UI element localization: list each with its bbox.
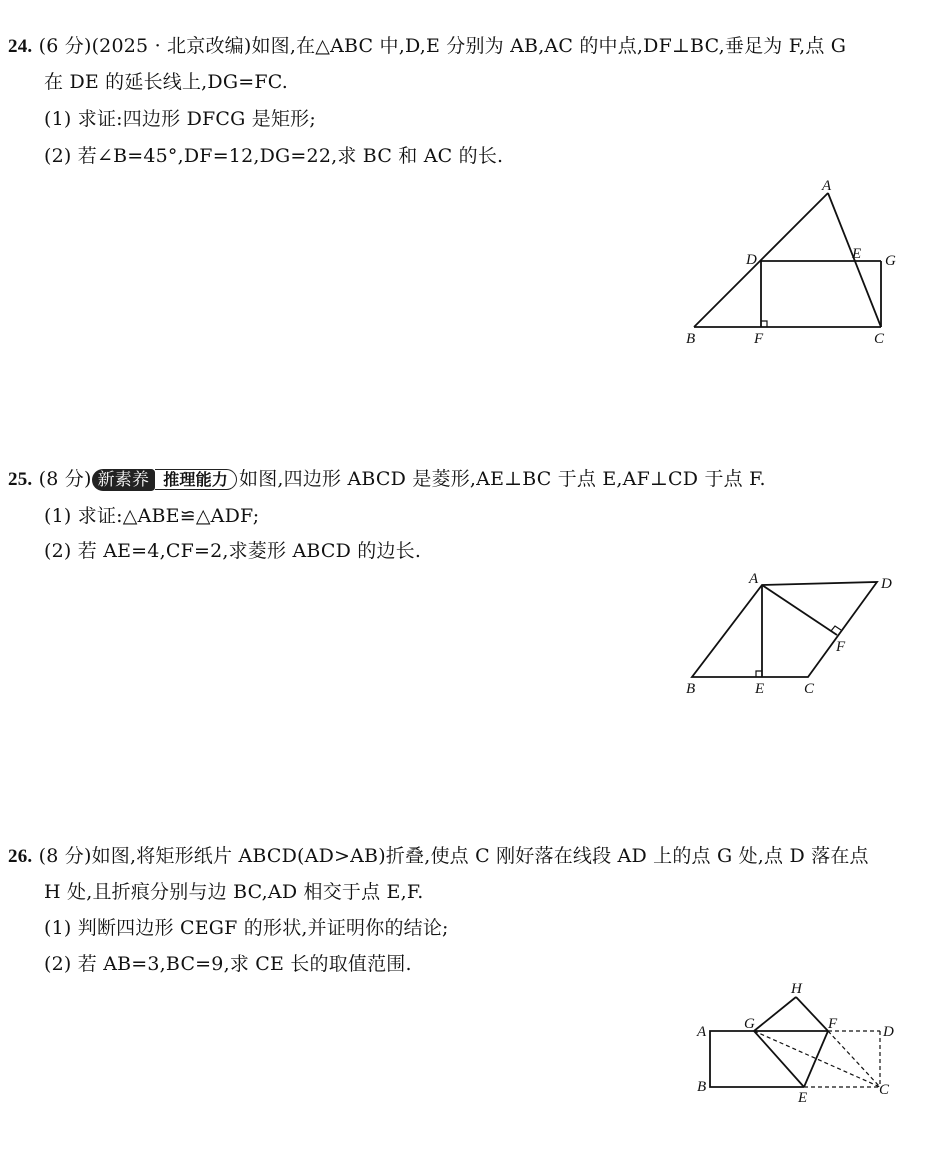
label-d: D — [881, 576, 892, 592]
problem-26-question-1: (1) 判断四边形 CEGF 的形状,并证明你的结论; — [44, 917, 449, 939]
rectangle-left-part — [710, 1031, 804, 1087]
label-e: E — [852, 246, 862, 262]
label-d: D — [883, 1024, 894, 1040]
problem-25-question-1: (1) 求证:△ABE≌△ADF; — [44, 505, 260, 527]
label-h: H — [791, 981, 802, 997]
problem-26-figure — [690, 978, 905, 1108]
problem-25-number: 25. — [8, 469, 33, 490]
label-b: B — [686, 331, 696, 347]
problem-26-stem-2: H 处,且折痕分别与边 BC,AD 相交于点 E,F. — [44, 881, 424, 903]
label-c: C — [879, 1082, 890, 1098]
label-a: A — [697, 1024, 707, 1040]
label-d: D — [746, 252, 757, 268]
problem-24-number: 24. — [8, 36, 33, 57]
problem-24-stem-1: (6 分)(2025 · 北京改编)如图,在△ABC 中,D,E 分别为 AB,AC 的中点,DF⊥BC,垂足为 F,点 G — [38, 35, 847, 57]
problem-25-line1 — [8, 466, 766, 493]
label-e: E — [798, 1090, 808, 1106]
label-f: F — [754, 331, 764, 347]
problem-24-line1 — [8, 33, 846, 60]
label-a: A — [822, 178, 832, 194]
problem-26-question-2: (2) 若 AB=3,BC=9,求 CE 长的取值范围. — [44, 953, 412, 975]
problem-25-question-2: (2) 若 AE=4,CF=2,求菱形 ABCD 的边长. — [44, 540, 422, 562]
label-e: E — [755, 681, 765, 697]
rhombus-abcd — [692, 582, 877, 677]
label-c: C — [874, 331, 885, 347]
label-b: B — [686, 681, 696, 697]
new-literacy-tag: 新素养 — [92, 469, 156, 491]
segment-gc-dashed — [754, 1031, 880, 1087]
problem-25-score: (8 分) — [38, 468, 92, 490]
label-c: C — [804, 681, 815, 697]
segment-hf — [796, 997, 828, 1031]
problem-24-question-1: (1) 求证:四边形 DFCG 是矩形; — [44, 108, 316, 130]
label-g: G — [885, 253, 896, 269]
label-g: G — [744, 1016, 755, 1032]
segment-af — [762, 585, 837, 635]
problem-26-number: 26. — [8, 846, 33, 867]
segment-ge — [754, 1031, 804, 1087]
problem-25-figure — [680, 568, 910, 698]
label-a: A — [749, 571, 759, 587]
problem-25-stem: 如图,四边形 ABCD 是菱形,AE⊥BC 于点 E,AF⊥CD 于点 F. — [239, 468, 766, 490]
segment-fc-dashed — [828, 1031, 880, 1087]
label-f: F — [836, 639, 846, 655]
problem-24-question-2: (2) 若∠B=45°,DF=12,DG=22,求 BC 和 AC 的长. — [44, 145, 504, 167]
problem-26-stem-1: (8 分)如图,将矩形纸片 ABCD(AD>AB)折叠,使点 C 刚好落在线段 AD 上的点 G 处,点 D 落在点 — [38, 845, 869, 867]
label-f: F — [828, 1016, 838, 1032]
label-b: B — [697, 1079, 707, 1095]
problem-24-stem-2: 在 DE 的延长线上,DG=FC. — [44, 71, 289, 93]
problem-26-line1 — [8, 843, 869, 870]
problem-24-figure — [680, 175, 910, 355]
right-angle-mark-f — [831, 626, 841, 631]
segment-gh — [754, 997, 796, 1031]
reasoning-ability-tag: 推理能力 — [155, 469, 237, 490]
segment-fe — [804, 1031, 828, 1087]
